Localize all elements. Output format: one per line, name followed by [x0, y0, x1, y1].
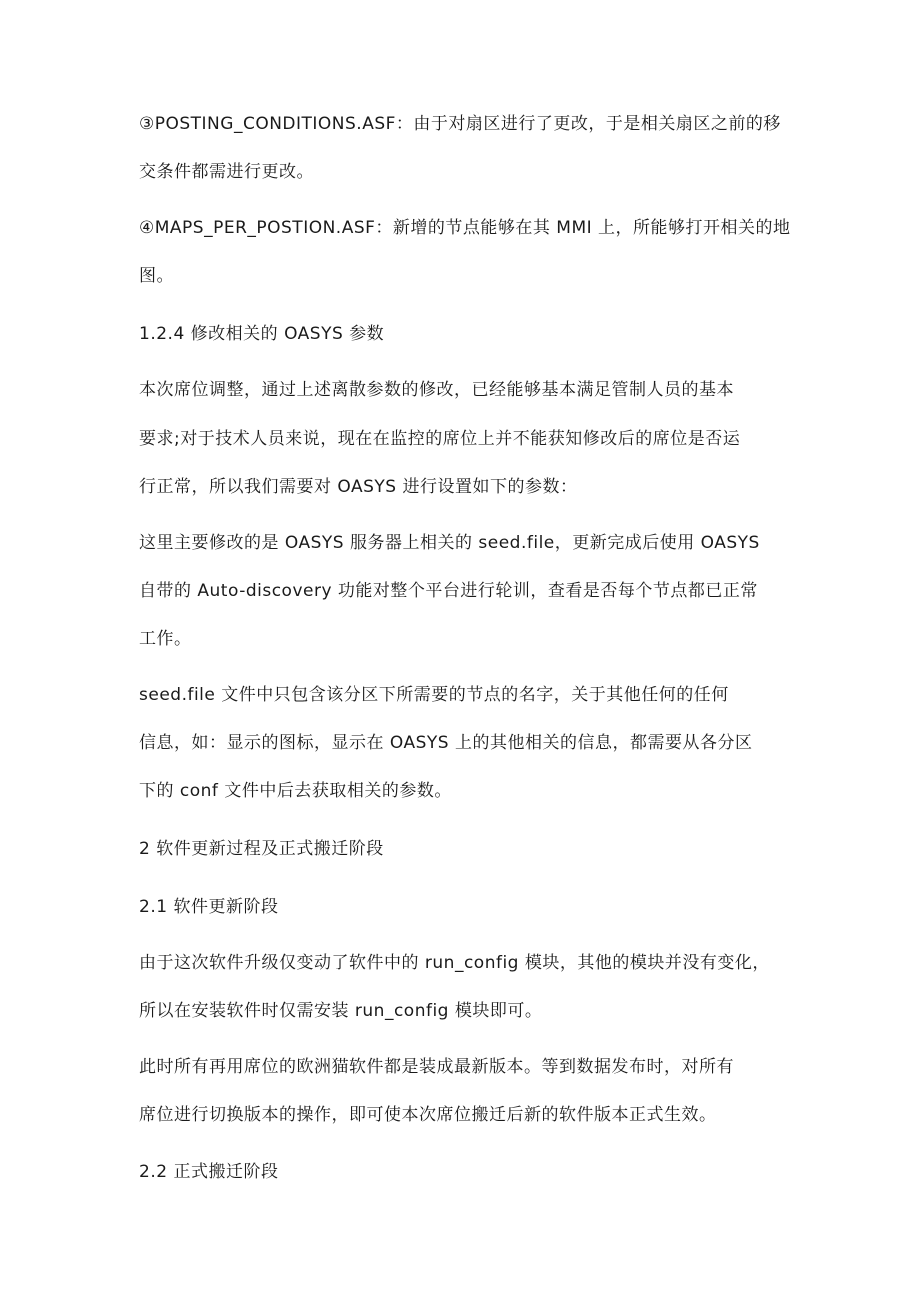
paragraph-seed-file-update-line-2: 自带的 Auto-discovery 功能对整个平台进行轮训，查看是否每个节点都已正常	[139, 581, 758, 601]
paragraph-seat-adjustment-line-2: 要求;对于技术人员来说，现在在监控的席位上并不能获知修改后的席位是否运	[139, 429, 741, 449]
paragraph-seat-adjustment-line-3: 行正常，所以我们需要对 OASYS 进行设置如下的参数：	[139, 477, 578, 497]
paragraph-seed-file-content-line-1: seed.file 文件中只包含该分区下所需要的节点的名字，关于其他任何的任何	[139, 685, 729, 705]
heading-2: 2 软件更新过程及正式搬迁阶段	[139, 839, 384, 859]
paragraph-maps-per-position-line-1: ④MAPS_PER_POSTION.ASF：新增的节点能够在其 MMI 上，所能够打开相关的地	[139, 218, 791, 238]
paragraph-seed-file-update-line-3: 工作。	[139, 629, 192, 649]
paragraph-version-switch-line-2: 席位进行切换版本的操作，即可使本次席位搬迁后新的软件版本正式生效。	[139, 1105, 717, 1125]
paragraph-maps-per-position-line-2: 图。	[139, 266, 174, 286]
heading-2-2: 2.2 正式搬迁阶段	[139, 1162, 279, 1182]
paragraph-seed-file-content-line-3: 下的 conf 文件中后去获取相关的参数。	[139, 781, 452, 801]
paragraph-seed-file-update-line-1: 这里主要修改的是 OASYS 服务器上相关的 seed.file，更新完成后使用 OASYS	[139, 533, 760, 553]
paragraph-software-update-line-1: 由于这次软件升级仅变动了软件中的 run_config 模块，其他的模块并没有变化，	[139, 953, 770, 973]
paragraph-seed-file-content-line-2: 信息，如：显示的图标，显示在 OASYS 上的其他相关的信息，都需要从各分区	[139, 733, 753, 753]
paragraph-posting-conditions-line-1: ③POSTING_CONDITIONS.ASF：由于对扇区进行了更改，于是相关扇区之前的移	[139, 114, 781, 134]
heading-1-2-4: 1.2.4 修改相关的 OASYS 参数	[139, 324, 385, 344]
heading-2-1: 2.1 软件更新阶段	[139, 897, 279, 917]
paragraph-posting-conditions-line-2: 交条件都需进行更改。	[139, 162, 314, 182]
paragraph-version-switch-line-1: 此时所有再用席位的欧洲猫软件都是装成最新版本。等到数据发布时，对所有	[139, 1057, 734, 1077]
paragraph-software-update-line-2: 所以在安装软件时仅需安装 run_config 模块即可。	[139, 1001, 543, 1021]
paragraph-seat-adjustment-line-1: 本次席位调整，通过上述离散参数的修改，已经能够基本满足管制人员的基本	[139, 380, 734, 400]
